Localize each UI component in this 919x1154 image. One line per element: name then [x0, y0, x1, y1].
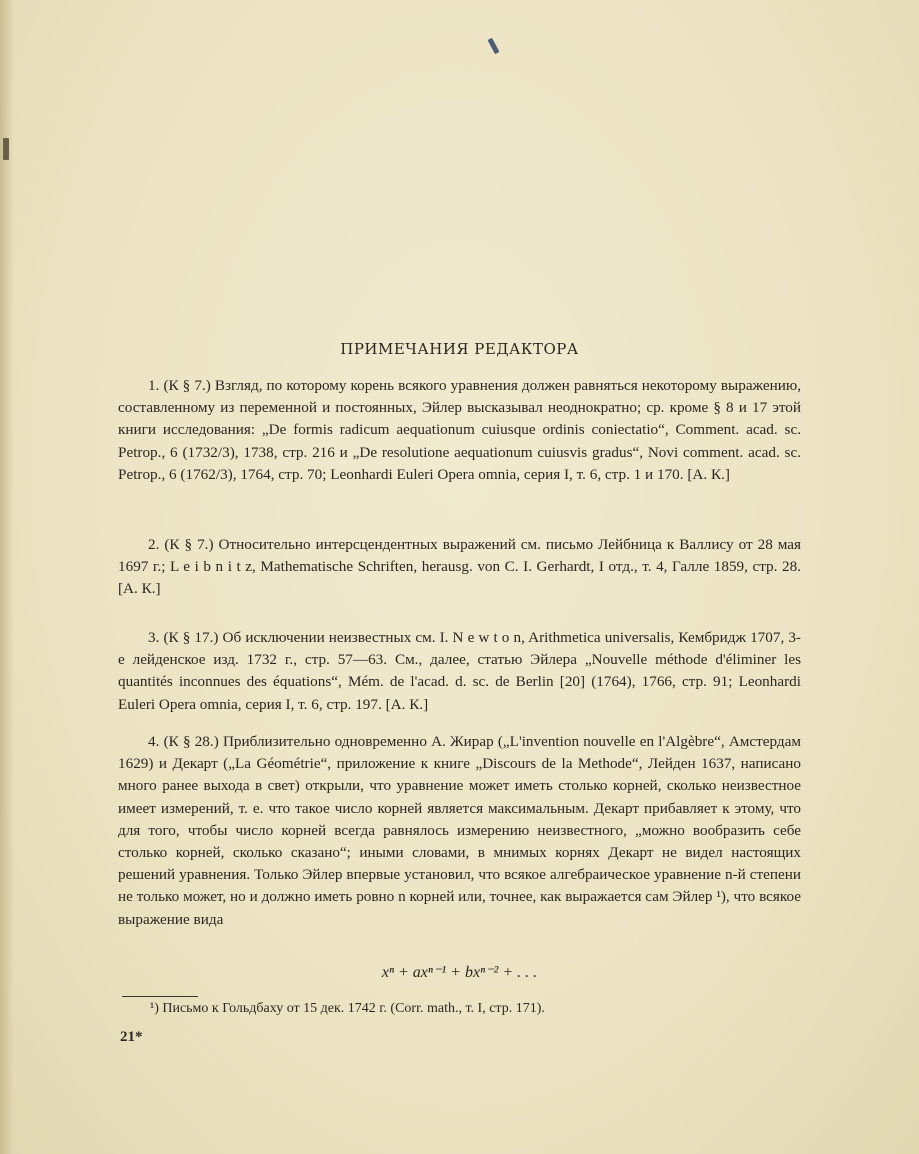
note-text: 1. (К § 7.) Взгляд, по которому корень всякого уравнения должен равняться некоторому выражению, составленному из переменной и постоянных, Эйлер высказывал неоднократно; ср. кроме § 8 и 17 этой книги исследования: „De formis radicum aequationum cuiusque ordinis coniectatio“, Comment. acad. sc. Petrop., 6 (1732/3), 1738, стр. 216 и „De resolutione aequationum cuiusvis gradus“, Novi comment. acad. sc. Petrop., 6 (1762/3), 1764, стр. 70; Leonhardi Euleri Opera omnia, серия I, т. 6, стр. 1 и 170. [А. К.]	[118, 377, 801, 483]
page-number: 21*	[120, 1029, 143, 1045]
editor-note-1	[118, 375, 801, 486]
ink-mark	[488, 38, 500, 54]
note-text: 3. (К § 17.) Об исключении неизвестных см. I. N e w t o n, Arithmetica universalis, Кембридж 1707, 3-е лейденское изд. 1732 г., стр. 57—63. См., далее, статью Эйлера „Nouvelle méthode d'éliminer les quantités inconnues des équations“, Mém. de l'acad. d. sc. de Berlin [20] (1764), 1766, стр. 91; Leonhardi Euleri Opera omnia, серия I, т. 6, стр. 197. [А. К.]	[118, 629, 801, 713]
editor-note-2	[118, 534, 801, 601]
ink-mark	[3, 138, 9, 160]
footnote-divider	[122, 996, 198, 997]
note-text: 2. (К § 7.) Относительно интерсцендентных выражений см. письмо Лейбница к Валлису от 28 мая 1697 г.; L e i b n i t z, Mathematische Schriften, herausg. von C. I. Gerhardt, I отд., т. 4, Галле 1859, стр. 28. [А. К.]	[118, 536, 801, 598]
footnote: ¹) Письмо к Гольдбаху от 15 дек. 1742 г. (Corr. math., т. I, стр. 171).	[150, 1001, 545, 1016]
note-text: 4. (К § 28.) Приблизительно одновременно А. Жирар („L'invention nouvelle en l'Algèbre“, Амстердам 1629) и Декарт („La Géométrie“, приложение к книге „Discours de la Methode“, Лейден 1637, написано много ранее выхода в свет) открыли, что уравнение может иметь столько корней, сколько неизвестное имеет измерений, т. е. что такое число корней является максимальным. Декарт прибавляет к этому, что для того, чтобы число корней всегда равнялось измерению неизвестного, „можно вообразить себе столько корней, сколько сказано“; иными словами, в мнимых корнях Декарт не видел настоящих решений уравнения. Только Эйлер впервые установил, что всякое алгебраическое уравнение n-й степени не только может, но и должно иметь ровно n корней или, точнее, как выражается сам Эйлер ¹), что всякое выражение вида	[118, 733, 801, 928]
editor-note-4	[118, 731, 801, 931]
formula: xⁿ + axⁿ⁻¹ + bxⁿ⁻² + . . .	[381, 964, 538, 981]
editor-note-3	[118, 627, 801, 716]
page-title: ПРИМЕЧАНИЯ РЕДАКТОРА	[340, 340, 579, 358]
